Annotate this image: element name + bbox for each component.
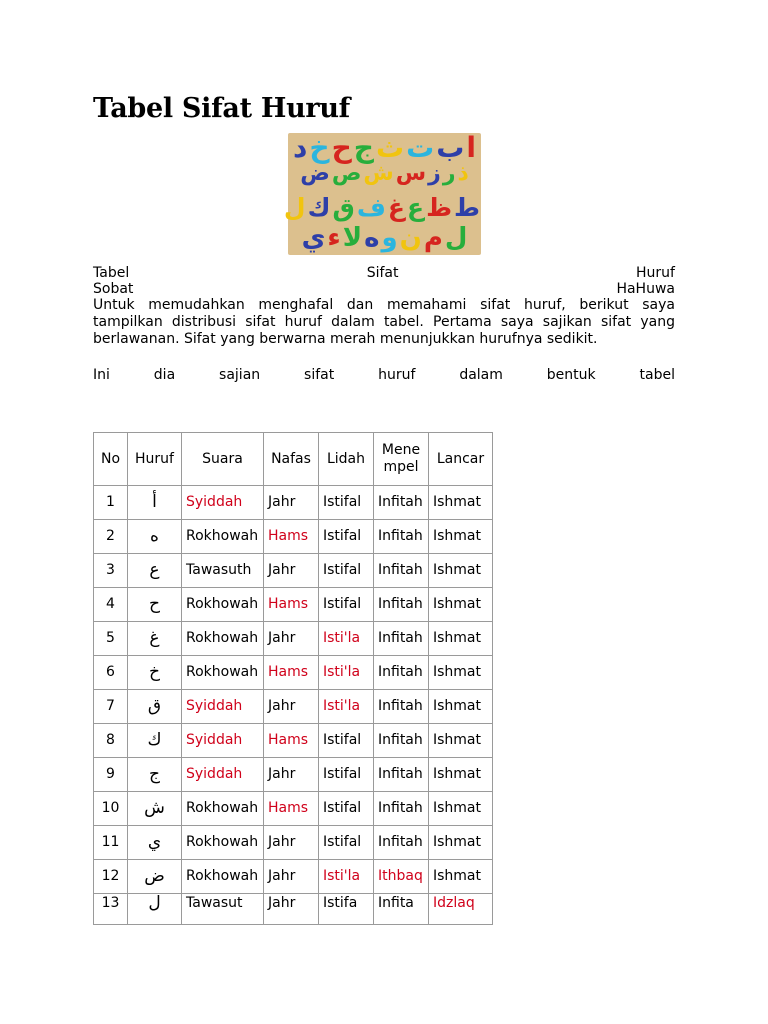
row-number: 1 [94,486,128,520]
sifat-cell: Istifal [319,758,374,792]
table-header-cell: Menempel [374,433,429,486]
sifat-cell: Ishmat [429,554,493,588]
alphabet-row [283,193,481,222]
alphabet-letter: غ [387,193,405,222]
sifat-cell: Jahr [264,622,319,656]
sifat-cell: Istifal [319,554,374,588]
alphabet-letter: ث [375,131,405,164]
sifat-cell: Istifal [319,724,374,758]
alphabet-row [288,161,481,186]
sifat-cell: Syiddah [182,758,264,792]
table-row [94,792,493,826]
table-row [94,860,493,894]
intro-word: huruf [378,367,416,383]
intro-word: dia [153,367,176,383]
alphabet-letter: ر [442,161,456,186]
intro-word: HaHuwa [616,281,675,297]
sifat-cell: Rokhowah [182,656,264,690]
row-number: 7 [94,690,128,724]
sifat-cell: Rokhowah [182,826,264,860]
sifat-cell: Hams [264,520,319,554]
alphabet-letter: س [395,161,427,186]
intro-line-last [93,367,675,384]
table-header-cell: No [94,433,128,486]
table-row [94,486,493,520]
alphabet-letter: ل [444,223,468,253]
sifat-cell: Isti'la [319,860,374,894]
alphabet-letter: ج [353,131,374,164]
intro-word: Huruf [636,265,675,281]
alphabet-letter: لا [342,223,363,253]
alphabet-letter: ز [428,161,441,186]
intro-word: dalam [459,367,503,383]
sifat-cell: Jahr [264,894,319,925]
table-header-cell: Lidah [319,433,374,486]
table-row [94,758,493,792]
alphabet-letter: ت [406,131,435,164]
sifat-cell: Ishmat [429,860,493,894]
sifat-cell: Infitah [374,690,429,724]
sifat-cell: Ishmat [429,792,493,826]
sifat-cell: Isti'la [319,622,374,656]
intro-word: Ini [93,367,110,383]
sifat-cell: Istifal [319,486,374,520]
table-row [94,520,493,554]
alphabet-letter: ه [364,223,380,253]
table-row [94,894,493,925]
sifat-cell: Rokhowah [182,622,264,656]
alphabet-letter: و [381,223,398,253]
row-number: 2 [94,520,128,554]
sifat-cell: Rokhowah [182,792,264,826]
alphabet-letter: ا [466,131,476,164]
sifat-table [93,432,493,925]
sifat-cell: Hams [264,588,319,622]
arabic-letter: ه [128,520,182,554]
table-row [94,724,493,758]
sifat-cell: Idzlaq [429,894,493,925]
alphabet-letter: د [293,131,308,164]
arabic-letter: ل [128,894,182,925]
sifat-cell: Rokhowah [182,860,264,894]
sifat-cell: Infitah [374,758,429,792]
sifat-cell: Ishmat [429,520,493,554]
table-row [94,622,493,656]
alphabet-letter: ط [454,193,480,222]
arabic-letter: أ [128,486,182,520]
table-header-cell: Lancar [429,433,493,486]
alphabet-letter: ء [327,223,341,253]
sifat-cell: Syiddah [182,724,264,758]
sifat-cell: Hams [264,792,319,826]
intro-line-2 [93,281,675,298]
sifat-cell: Ishmat [429,622,493,656]
sifat-cell: Jahr [264,690,319,724]
arabic-letter: ش [128,792,182,826]
sifat-cell: Infitah [374,656,429,690]
sifat-cell: Ishmat [429,486,493,520]
sifat-cell: Jahr [264,758,319,792]
table-header-cell: Huruf [128,433,182,486]
intro-word: bentuk [546,367,596,383]
alphabet-letter: ب [436,131,465,164]
row-number: 5 [94,622,128,656]
sifat-cell: Infitah [374,826,429,860]
sifat-cell: Infitah [374,554,429,588]
row-number: 6 [94,656,128,690]
arabic-letter: ض [128,860,182,894]
alphabet-row [288,131,481,164]
sifat-cell: Isti'la [319,656,374,690]
table-row [94,690,493,724]
sifat-cell: Infitah [374,622,429,656]
sifat-cell: Istifa [319,894,374,925]
page-title: Tabel Sifat Huruf [93,93,350,124]
alphabet-letter: ن [399,223,422,253]
sifat-cell: Istifal [319,520,374,554]
arabic-letter: ك [128,724,182,758]
table-row [94,588,493,622]
sifat-cell: Ishmat [429,724,493,758]
alphabet-letter: ش [363,161,394,186]
sifat-cell: Ishmat [429,656,493,690]
sifat-cell: Tawasuth [182,554,264,588]
arabic-letter: ق [128,690,182,724]
row-number: 13 [94,894,128,925]
sifat-cell: Infitah [374,724,429,758]
row-number: 11 [94,826,128,860]
sifat-cell: Istifal [319,826,374,860]
table-header-row [94,433,493,486]
arabic-letter: ي [128,826,182,860]
intro-word: Tabel [93,265,130,281]
alphabet-letter: ل [283,193,306,222]
alphabet-letter: ك [307,193,331,222]
alphabet-letter: خ [309,131,330,164]
alphabet-letter: ق [332,193,355,222]
row-number: 10 [94,792,128,826]
table-header-cell: Suara [182,433,264,486]
sifat-cell: Isti'la [319,690,374,724]
alphabet-letter: ع [406,193,425,222]
alphabet-letter: ص [331,161,362,186]
alphabet-letter: ظ [426,193,453,222]
sifat-cell: Infitah [374,792,429,826]
row-number: 12 [94,860,128,894]
intro-word: Sobat [93,281,134,297]
intro-word: sifat [304,367,335,383]
sifat-cell: Jahr [264,826,319,860]
row-number: 9 [94,758,128,792]
alphabet-letter: م [423,223,443,253]
sifat-cell: Infitah [374,588,429,622]
alphabet-letter: ذ [457,161,469,186]
sifat-cell: Jahr [264,554,319,588]
alphabet-letter: ح [331,131,352,164]
row-number: 4 [94,588,128,622]
sifat-cell: Ishmat [429,758,493,792]
sifat-cell: Ishmat [429,588,493,622]
intro-word: sajian [219,367,261,383]
arabic-letter: غ [128,622,182,656]
table-row [94,826,493,860]
sifat-cell: Rokhowah [182,520,264,554]
row-number: 8 [94,724,128,758]
intro-word: tabel [639,367,675,383]
intro-paragraph: Untuk memudahkan menghafal dan memahami sifat huruf, berikut saya tampilkan distribusi sifat huruf dalam tabel. Pertama saya sajikan sifat yang berlawanan. Sifat yang berwarna merah menunjukkan hurufnya sedikit. [93,297,675,347]
sifat-cell: Istifal [319,588,374,622]
arabic-alphabet-image [283,131,481,255]
alphabet-letter: ف [356,193,386,222]
sifat-cell: Istifal [319,792,374,826]
sifat-cell: Tawasut [182,894,264,925]
sifat-cell: Hams [264,724,319,758]
row-number: 3 [94,554,128,588]
sifat-cell: Ithbaq [374,860,429,894]
sifat-cell: Syiddah [182,486,264,520]
sifat-cell: Rokhowah [182,588,264,622]
alphabet-letter: ض [300,161,330,186]
arabic-letter: ح [128,588,182,622]
intro-line-1 [93,265,675,282]
table-row [94,554,493,588]
alphabet-letter: ي [301,223,326,253]
sifat-cell: Ishmat [429,690,493,724]
sifat-cell: Jahr [264,486,319,520]
sifat-cell: Jahr [264,860,319,894]
arabic-letter: خ [128,656,182,690]
sifat-cell: Syiddah [182,690,264,724]
sifat-cell: Infita [374,894,429,925]
table-row [94,656,493,690]
arabic-letter: ج [128,758,182,792]
sifat-cell: Infitah [374,486,429,520]
sifat-cell: Infitah [374,520,429,554]
sifat-cell: Hams [264,656,319,690]
arabic-letter: ع [128,554,182,588]
intro-word: Sifat [366,265,399,281]
sifat-cell: Ishmat [429,826,493,860]
alphabet-row [288,223,481,253]
table-header-cell: Nafas [264,433,319,486]
